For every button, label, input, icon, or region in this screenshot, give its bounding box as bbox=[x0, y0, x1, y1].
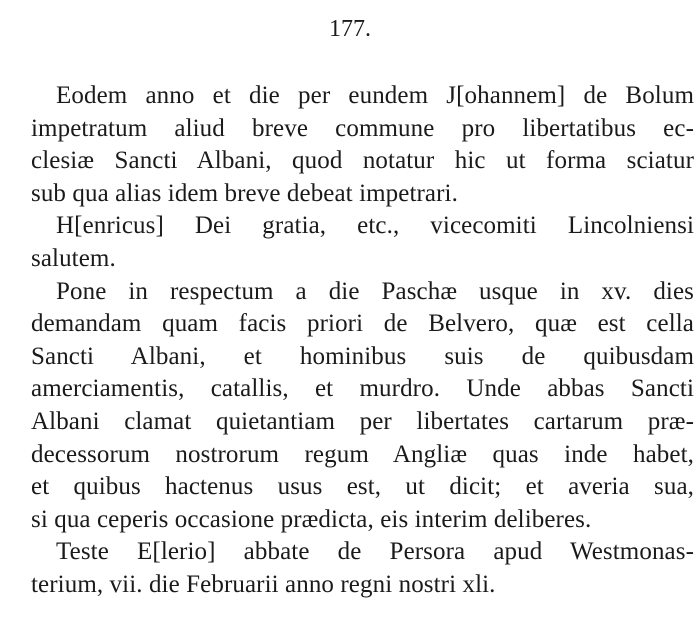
text-line: H[enricus] Dei gratia, etc., vicecomiti Lincolniensi bbox=[56, 212, 694, 240]
page-number: 177. bbox=[329, 16, 371, 42]
text-line: demandam quam facis priori de Belvero, quæ est cella bbox=[31, 310, 694, 338]
text-line: clesiæ Sancti Albani, quod notatur hic ut forma sciatur bbox=[31, 147, 694, 175]
text-line: Pone in respectum a die Paschæ usque in xv. dies bbox=[56, 277, 694, 305]
document-body bbox=[6, 80, 694, 602]
text-line: Albani clamat quietantiam per libertates cartarum præ- bbox=[31, 407, 694, 435]
text-line: amerciamentis, catallis, et murdro. Unde abbas Sancti bbox=[31, 375, 694, 403]
text-line: Sancti Albani, et hominibus suis de quibusdam bbox=[31, 342, 694, 370]
paragraph-2 bbox=[6, 210, 694, 275]
text-line: Teste E[lerio] abbate de Persora apud Westmonas- bbox=[56, 538, 694, 566]
paragraph-1 bbox=[6, 80, 694, 210]
text-line: et quibus hactenus usus est, ut dicit; et averia sua, bbox=[31, 473, 694, 501]
text-line: decessorum nostrorum regum Angliæ quas inde habet, bbox=[31, 440, 694, 468]
paragraph-4 bbox=[6, 536, 694, 601]
text-line: sub qua alias idem breve debeat impetrari. bbox=[31, 179, 458, 207]
text-line: terium, vii. die Februarii anno regni nostri xli. bbox=[31, 570, 496, 598]
text-line: si qua ceperis occasione prædicta, eis interim deliberes. bbox=[31, 505, 592, 533]
text-line: Eodem anno et die per eundem J[ohannem] de Bolum bbox=[56, 82, 694, 109]
text-line: impetratum aliud breve commune pro libertatibus ec- bbox=[31, 114, 694, 142]
text-line: salutem. bbox=[31, 244, 116, 272]
paragraph-3 bbox=[6, 276, 694, 537]
